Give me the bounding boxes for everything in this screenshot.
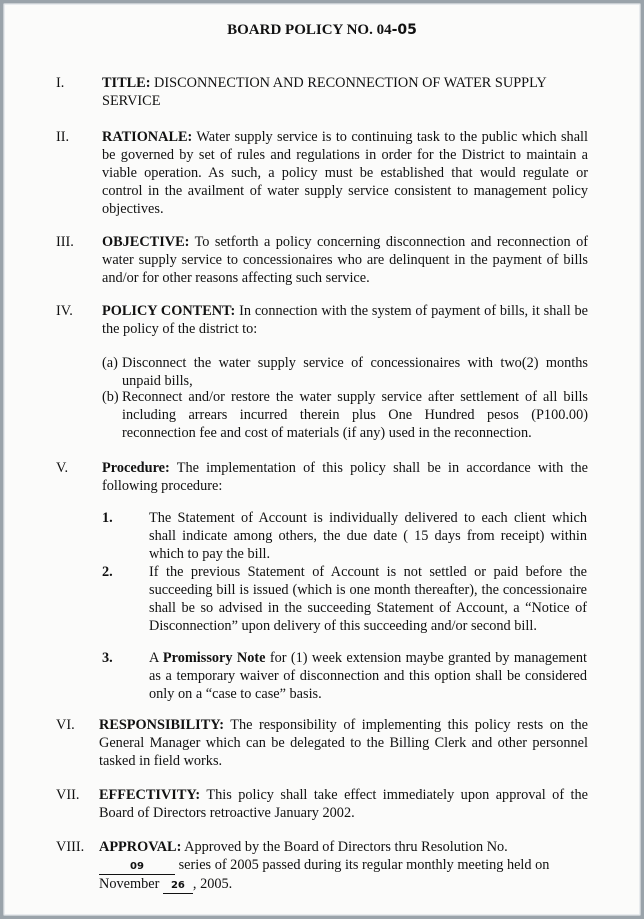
section-text: Approved by the Board of Directors thru Resolution No. <box>181 839 508 855</box>
section-number: II. <box>56 129 70 145</box>
list-item-text: Reconnect and/or restore the water supply service after settlement of all bills including arrears incurred therein plus One Hundred pesos (P100.00) reconnection fee and cost of materials (if any) used in the reconnection. <box>122 389 588 441</box>
section-number: III. <box>56 234 74 250</box>
section-text: DISCONNECTION AND RECONNECTION OF WATER SUPPLY SERVICE <box>102 75 547 109</box>
approval-year: , 2005. <box>192 876 233 892</box>
resolution-number-field: 09 <box>99 860 175 875</box>
section-label: APPROVAL: <box>99 839 182 855</box>
policy-number: BOARD POLICY NO. 04 <box>227 22 392 38</box>
section-text: This policy shall take effect immediately upon approval of the Board of Directors retroactive January 2002. <box>99 787 588 821</box>
section-text: To setforth a policy concerning disconnection and reconnection of water supply service to concessionaires who are delinquent in the payment of bills and/or for other reasons affecting such service. <box>102 234 588 286</box>
section-number: V. <box>56 460 69 476</box>
step-text: for (1) week extension maybe granted by management as a temporary waiver of disconnection and this option shall be considered only on a “case to case” basis. <box>149 650 587 702</box>
section-text: In connection with the system of payment of bills, it shall be the policy of the district to: <box>102 303 588 337</box>
section-number: VIII. <box>56 839 85 855</box>
approval-day-field: 26 <box>163 879 193 894</box>
section-text: The responsibility of implementing this policy rests on the General Manager which can be delegated to the Billing Clerk and other personnel tasked in field works. <box>99 717 588 769</box>
section-label: OBJECTIVE: <box>102 234 190 250</box>
document-page <box>3 3 641 916</box>
section-number: VII. <box>56 787 80 803</box>
step-text: A <box>149 650 163 666</box>
section-text: Water supply service is to continuing task to the public which shall be governed by set of rules and regulations in order for the District to maintain a viable operation. As such, a policy must be established that would regulate or control in the availment of water supply service consistent to management policy objectives. <box>102 129 588 217</box>
step-emphasis: Promissory Note <box>162 650 266 666</box>
page-title <box>4 22 640 39</box>
section-number: I. <box>56 75 65 91</box>
handwritten-suffix: -05 <box>391 22 417 38</box>
step-number: 1. <box>102 510 113 526</box>
step-text: If the previous Statement of Account is not settled or paid before the succeeding bill is issued (which is one month thereafter), the concessionaire shall be so advised in the succeeding Statement of Account, a “Notice of Disconnection” upon delivery of this succeeding and/or second bill. <box>149 564 587 634</box>
section-label: Procedure: <box>102 460 170 476</box>
section-text: The implementation of this policy shall be in accordance with the following procedure: <box>102 460 588 494</box>
section-label: RESPONSIBILITY: <box>99 717 225 733</box>
section-label: TITLE: <box>102 75 151 91</box>
list-item-label: (b) <box>102 389 119 405</box>
section-number: VI. <box>56 717 75 733</box>
step-text: The Statement of Account is individually delivered to each client which shall indicate among others, the due date ( 15 days from receipt) within which to pay the bill. <box>149 510 587 562</box>
section-label: POLICY CONTENT: <box>102 303 236 319</box>
section-label: RATIONALE: <box>102 129 193 145</box>
section-number: IV. <box>56 303 73 319</box>
step-number: 3. <box>102 650 113 666</box>
approval-month: November <box>99 876 160 892</box>
section-text: series of 2005 passed during its regular monthly meeting held on <box>175 857 550 873</box>
list-item-text: Disconnect the water supply service of concessionaires with two(2) months unpaid bills, <box>122 355 588 389</box>
list-item-label: (a) <box>102 355 118 371</box>
section-label: EFFECTIVITY: <box>99 787 201 803</box>
step-number: 2. <box>102 564 113 580</box>
